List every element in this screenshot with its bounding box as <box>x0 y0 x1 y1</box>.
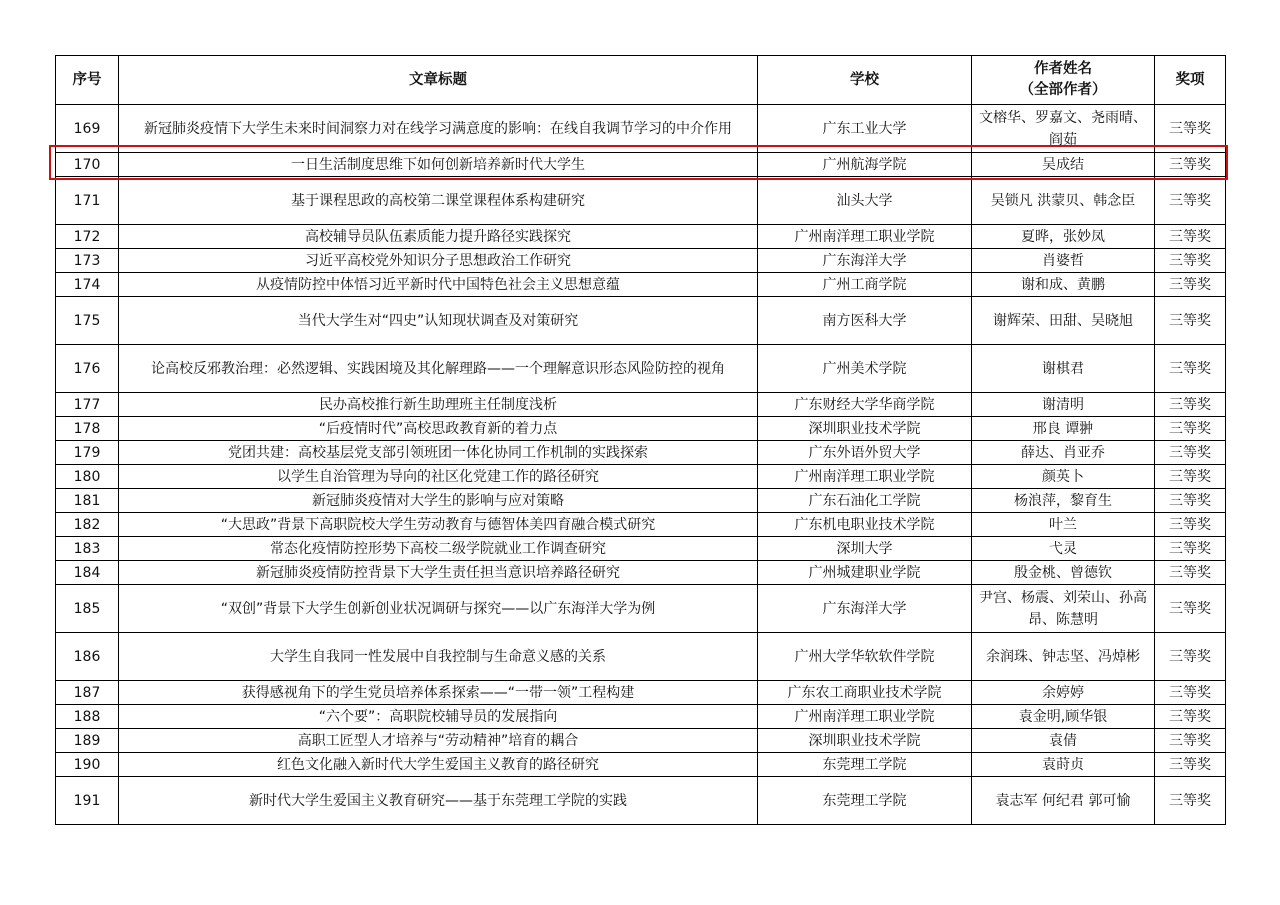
cell-award: 三等奖 <box>1155 633 1226 681</box>
cell-school: 广州南洋理工职业学院 <box>758 465 972 489</box>
cell-title: “后疫情时代”高校思政教育新的着力点 <box>119 417 758 441</box>
cell-award: 三等奖 <box>1155 465 1226 489</box>
cell-index: 180 <box>56 465 119 489</box>
table-row <box>56 177 1226 225</box>
cell-school: 广州航海学院 <box>758 153 972 177</box>
cell-authors: 殷金桃、曾德钦 <box>972 561 1155 585</box>
cell-authors: 吴成结 <box>972 153 1155 177</box>
header-award: 奖项 <box>1155 56 1226 105</box>
cell-title: 高校辅导员队伍素质能力提升路径实践探究 <box>119 225 758 249</box>
table-row <box>56 105 1226 153</box>
cell-index: 185 <box>56 585 119 633</box>
table-row <box>56 273 1226 297</box>
cell-index: 178 <box>56 417 119 441</box>
cell-index: 186 <box>56 633 119 681</box>
cell-award: 三等奖 <box>1155 177 1226 225</box>
cell-award: 三等奖 <box>1155 249 1226 273</box>
cell-school: 广州美术学院 <box>758 345 972 393</box>
header-authors-line1: 作者姓名 <box>1034 61 1092 77</box>
cell-authors: 夏晔，张妙凤 <box>972 225 1155 249</box>
cell-school: 广州工商学院 <box>758 273 972 297</box>
header-authors <box>972 56 1155 105</box>
cell-award: 三等奖 <box>1155 417 1226 441</box>
cell-authors: 袁莳贞 <box>972 753 1155 777</box>
cell-title: “大思政”背景下高职院校大学生劳动教育与德智体美四育融合模式研究 <box>119 513 758 537</box>
cell-authors: 谢辉荣、田甜、吴晓旭 <box>972 297 1155 345</box>
table-row <box>56 441 1226 465</box>
cell-title: “六个要”：高职院校辅导员的发展指向 <box>119 705 758 729</box>
cell-school: 广东海洋大学 <box>758 249 972 273</box>
cell-index: 171 <box>56 177 119 225</box>
cell-authors: 邢良 谭翀 <box>972 417 1155 441</box>
header-index: 序号 <box>56 56 119 105</box>
cell-index: 187 <box>56 681 119 705</box>
cell-award: 三等奖 <box>1155 345 1226 393</box>
cell-title: 新冠肺炎疫情对大学生的影响与应对策略 <box>119 489 758 513</box>
cell-school: 广州南洋理工职业学院 <box>758 225 972 249</box>
cell-award: 三等奖 <box>1155 273 1226 297</box>
cell-authors: 杨浪萍，黎育生 <box>972 489 1155 513</box>
table-row <box>56 729 1226 753</box>
cell-award: 三等奖 <box>1155 537 1226 561</box>
cell-award: 三等奖 <box>1155 513 1226 537</box>
cell-index: 190 <box>56 753 119 777</box>
cell-title: 论高校反邪教治理：必然逻辑、实践困境及其化解理路——一个理解意识形态风险防控的视角 <box>119 345 758 393</box>
table-row <box>56 465 1226 489</box>
cell-index: 189 <box>56 729 119 753</box>
cell-award: 三等奖 <box>1155 489 1226 513</box>
cell-title: 习近平高校党外知识分子思想政治工作研究 <box>119 249 758 273</box>
cell-authors: 袁倩 <box>972 729 1155 753</box>
cell-school: 广东石油化工学院 <box>758 489 972 513</box>
cell-school: 广东农工商职业技术学院 <box>758 681 972 705</box>
cell-school: 深圳职业技术学院 <box>758 417 972 441</box>
cell-authors: 叶兰 <box>972 513 1155 537</box>
cell-index: 191 <box>56 777 119 825</box>
cell-school: 广东财经大学华商学院 <box>758 393 972 417</box>
cell-award: 三等奖 <box>1155 585 1226 633</box>
cell-index: 174 <box>56 273 119 297</box>
cell-school: 广州南洋理工职业学院 <box>758 705 972 729</box>
cell-award: 三等奖 <box>1155 441 1226 465</box>
table-row <box>56 249 1226 273</box>
cell-school: 东莞理工学院 <box>758 777 972 825</box>
header-title: 文章标题 <box>119 56 758 105</box>
table-row <box>56 345 1226 393</box>
cell-award: 三等奖 <box>1155 681 1226 705</box>
cell-title: 党团共建：高校基层党支部引领班团一体化协同工作机制的实践探索 <box>119 441 758 465</box>
cell-index: 169 <box>56 105 119 153</box>
table-row <box>56 585 1226 633</box>
cell-title: 高职工匠型人才培养与“劳动精神”培育的耦合 <box>119 729 758 753</box>
table-row <box>56 777 1226 825</box>
table-row <box>56 537 1226 561</box>
cell-award: 三等奖 <box>1155 225 1226 249</box>
cell-authors: 尹宫、杨震、刘荣山、孙高昂、陈慧明 <box>972 585 1155 633</box>
table-row <box>56 225 1226 249</box>
cell-authors: 余婷婷 <box>972 681 1155 705</box>
cell-authors: 薛达、肖亚乔 <box>972 441 1155 465</box>
cell-title: 常态化疫情防控形势下高校二级学院就业工作调查研究 <box>119 537 758 561</box>
cell-school: 广东工业大学 <box>758 105 972 153</box>
cell-title: 新冠肺炎疫情防控背景下大学生责任担当意识培养路径研究 <box>119 561 758 585</box>
cell-award: 三等奖 <box>1155 105 1226 153</box>
cell-authors: 文榕华、罗嘉文、尧雨晴、阎茹 <box>972 105 1155 153</box>
cell-school: 深圳职业技术学院 <box>758 729 972 753</box>
table-row <box>56 561 1226 585</box>
cell-award: 三等奖 <box>1155 777 1226 825</box>
cell-school: 广州大学华软软件学院 <box>758 633 972 681</box>
cell-title: 新冠肺炎疫情下大学生未来时间洞察力对在线学习满意度的影响：在线自我调节学习的中介作用 <box>119 105 758 153</box>
cell-authors: 弋灵 <box>972 537 1155 561</box>
cell-index: 175 <box>56 297 119 345</box>
table-row <box>56 393 1226 417</box>
table-row <box>56 417 1226 441</box>
cell-title: 从疫情防控中体悟习近平新时代中国特色社会主义思想意蕴 <box>119 273 758 297</box>
cell-index: 184 <box>56 561 119 585</box>
cell-school: 广东机电职业技术学院 <box>758 513 972 537</box>
cell-authors: 肖婆哲 <box>972 249 1155 273</box>
header-row <box>56 56 1226 105</box>
table-row <box>56 489 1226 513</box>
cell-authors: 谢和成、黄鹏 <box>972 273 1155 297</box>
cell-title: 红色文化融入新时代大学生爱国主义教育的路径研究 <box>119 753 758 777</box>
cell-award: 三等奖 <box>1155 753 1226 777</box>
cell-school: 广东外语外贸大学 <box>758 441 972 465</box>
cell-award: 三等奖 <box>1155 393 1226 417</box>
cell-school: 汕头大学 <box>758 177 972 225</box>
cell-index: 181 <box>56 489 119 513</box>
cell-authors: 袁志军 何纪君 郭可愉 <box>972 777 1155 825</box>
cell-title: 以学生自治管理为导向的社区化党建工作的路径研究 <box>119 465 758 489</box>
cell-index: 172 <box>56 225 119 249</box>
cell-index: 183 <box>56 537 119 561</box>
cell-authors: 谢棋君 <box>972 345 1155 393</box>
cell-school: 广州城建职业学院 <box>758 561 972 585</box>
cell-title: 当代大学生对“四史”认知现状调查及对策研究 <box>119 297 758 345</box>
cell-title: 基于课程思政的高校第二课堂课程体系构建研究 <box>119 177 758 225</box>
table-row <box>56 705 1226 729</box>
cell-title: 新时代大学生爱国主义教育研究——基于东莞理工学院的实践 <box>119 777 758 825</box>
cell-title: 大学生自我同一性发展中自我控制与生命意义感的关系 <box>119 633 758 681</box>
cell-school: 广东海洋大学 <box>758 585 972 633</box>
cell-award: 三等奖 <box>1155 705 1226 729</box>
cell-authors: 吴锁凡 洪蒙贝、韩念臣 <box>972 177 1155 225</box>
table-row <box>56 753 1226 777</box>
cell-index: 182 <box>56 513 119 537</box>
header-authors-line2: （全部作者） <box>1019 82 1107 98</box>
cell-school: 东莞理工学院 <box>758 753 972 777</box>
cell-index: 170 <box>56 153 119 177</box>
cell-title: 民办高校推行新生助理班主任制度浅析 <box>119 393 758 417</box>
cell-authors: 谢清明 <box>972 393 1155 417</box>
cell-authors: 颜英卜 <box>972 465 1155 489</box>
table-row <box>56 513 1226 537</box>
table-row <box>56 633 1226 681</box>
cell-index: 179 <box>56 441 119 465</box>
awards-table <box>55 55 1226 825</box>
table-row <box>56 681 1226 705</box>
cell-authors: 袁金明,顾华银 <box>972 705 1155 729</box>
cell-award: 三等奖 <box>1155 729 1226 753</box>
table-row <box>56 297 1226 345</box>
cell-award: 三等奖 <box>1155 153 1226 177</box>
cell-school: 南方医科大学 <box>758 297 972 345</box>
cell-title: 获得感视角下的学生党员培养体系探索——“一带一领”工程构建 <box>119 681 758 705</box>
cell-award: 三等奖 <box>1155 561 1226 585</box>
cell-title: “双创”背景下大学生创新创业状况调研与探究——以广东海洋大学为例 <box>119 585 758 633</box>
table-row <box>56 153 1226 177</box>
cell-index: 173 <box>56 249 119 273</box>
cell-index: 177 <box>56 393 119 417</box>
cell-index: 188 <box>56 705 119 729</box>
cell-authors: 余润珠、钟志坚、冯焯彬 <box>972 633 1155 681</box>
cell-title: 一日生活制度思维下如何创新培养新时代大学生 <box>119 153 758 177</box>
header-school: 学校 <box>758 56 972 105</box>
cell-index: 176 <box>56 345 119 393</box>
cell-school: 深圳大学 <box>758 537 972 561</box>
cell-award: 三等奖 <box>1155 297 1226 345</box>
